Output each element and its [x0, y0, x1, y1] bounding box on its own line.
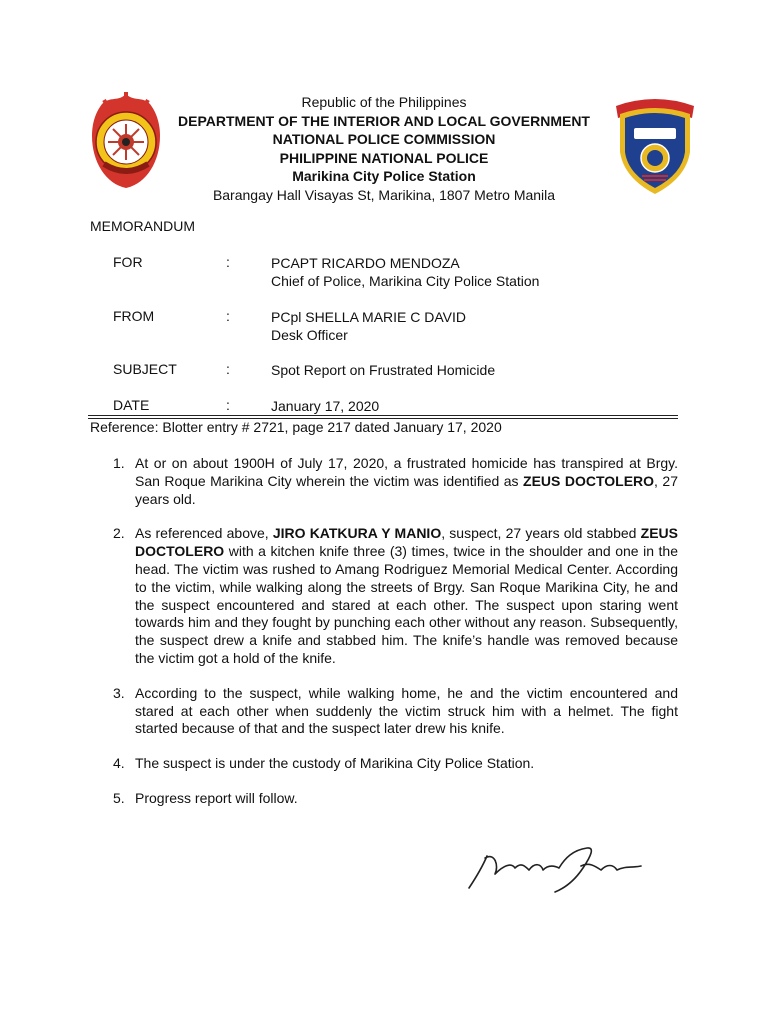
list-item	[113, 455, 678, 508]
for-colon: :	[226, 254, 230, 270]
from-value	[271, 308, 466, 344]
item-number: 1.	[113, 455, 125, 471]
item-text-part: As referenced above,	[135, 525, 273, 542]
for-label: FOR	[113, 254, 143, 270]
for-name: PCAPT RICARDO MENDOZA	[271, 255, 460, 271]
republic-line: Republic of the Philippines	[301, 94, 467, 110]
item-text	[135, 455, 678, 508]
item-text: According to the suspect, while walking home, he and the victim encountered and stared at each other when suddenly the victim struck him with a helmet. The fight started because of that and the suspect later drew his knife.	[135, 684, 678, 737]
subject-label: SUBJECT	[113, 361, 177, 377]
list-item	[113, 755, 678, 773]
for-title: Chief of Police, Marikina City Police Station	[271, 273, 540, 289]
date-label: DATE	[113, 397, 150, 413]
item-number: 4.	[113, 755, 125, 772]
item-number: 5.	[113, 789, 125, 806]
item-text	[135, 525, 678, 667]
suspect-name: JIRO KATKURA Y MANIO	[272, 525, 442, 542]
address-line: Barangay Hall Visayas St, Marikina, 1807 Metro Manila	[212, 186, 556, 203]
reference-line: Reference: Blotter entry # 2721, page 217 dated January 17, 2020	[90, 419, 502, 435]
from-label: FROM	[113, 308, 155, 324]
divider-top	[88, 415, 678, 416]
memorandum-label: MEMORANDUM	[90, 218, 195, 234]
handwritten-signature-icon	[455, 822, 655, 902]
item-number: 2.	[113, 525, 125, 542]
item-text: The suspect is under the custody of Marikina City Police Station.	[135, 755, 535, 772]
subject-value: Spot Report on Frustrated Homicide	[271, 362, 496, 378]
date-value: January 17, 2020	[271, 398, 380, 414]
department-line: DEPARTMENT OF THE INTERIOR AND LOCAL GOVERNMENT	[178, 112, 590, 129]
item-text-part: , suspect, 27 years old stabbed	[441, 525, 641, 542]
from-title: Desk Officer	[271, 327, 348, 343]
station-line: Marikina City Police Station	[292, 168, 476, 184]
from-colon: :	[226, 308, 230, 324]
list-item	[113, 685, 678, 738]
list-item	[113, 790, 678, 808]
marikina-police-badge-logo	[612, 94, 698, 196]
victim-name: ZEUS DOCTOLERO	[523, 472, 655, 489]
victim-name: ZEUS DOCTOLERO	[135, 525, 678, 560]
item-text-part: At or on about 1900H of July 17, 2020, a frustrated homicide has transpired at Brgy. San Roque Marikina City wherein the victim was identified as	[135, 455, 678, 489]
commission-line: NATIONAL POLICE COMMISSION	[272, 131, 496, 147]
letterhead	[150, 93, 618, 204]
pnp-line: PHILIPPINE NATIONAL POLICE	[279, 149, 489, 166]
item-text-part: with a kitchen knife three (3) times, twice in the shoulder and one in the head. The victim was rushed to Amang Rodriguez Memorial Medical Center. According to the victim, while walking along the streets of Brgy. San Roque Marikina City, he and the suspect encountered and stared at each other. The suspect upon staring went towards him and they fought by punching each other without any reason. Subsequently, the suspect drew a knife and stabbed him. The knife’s handle was removed because the victim got a hold of the knife.	[135, 543, 678, 666]
from-name: PCpl SHELLA MARIE C DAVID	[271, 309, 467, 325]
report-items	[113, 455, 678, 825]
subject-colon: :	[226, 361, 230, 377]
item-text-part: , 27 years old.	[135, 472, 678, 507]
item-number: 3.	[113, 684, 125, 701]
list-item	[113, 525, 678, 667]
item-text: Progress report will follow.	[135, 789, 298, 806]
date-colon: :	[226, 397, 230, 413]
for-value	[271, 254, 539, 290]
